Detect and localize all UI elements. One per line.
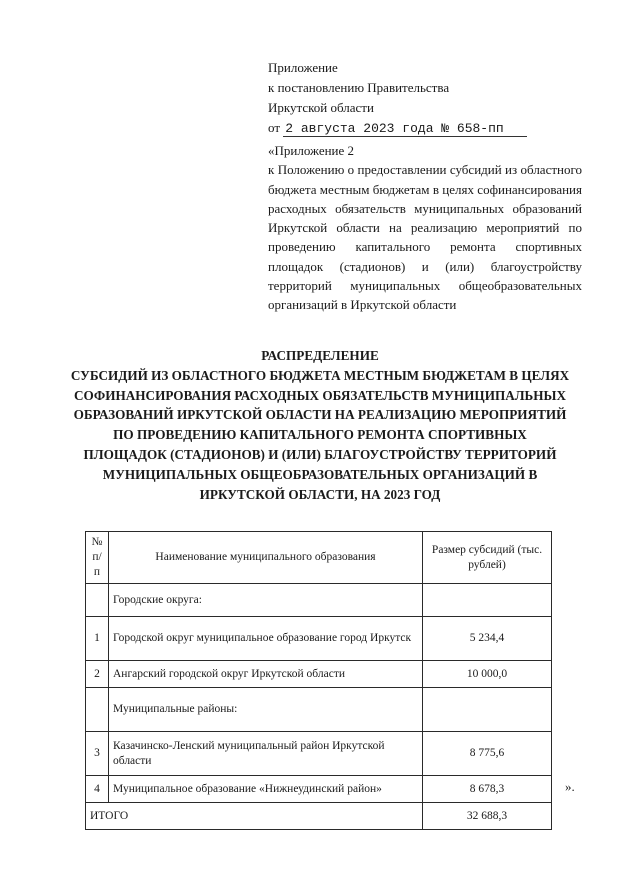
total-amount: 32 688,3 [423,803,552,830]
annex-reference [268,141,582,315]
title-subtitle: СУБСИДИЙ ИЗ ОБЛАСТНОГО БЮДЖЕТА МЕСТНЫМ БЮДЖЕТАМ В ЦЕЛЯХ СОФИНАНСИРОВАНИЯ РАСХОДНЫХ ОБЯЗАТЕЛЬСТВ МУНИЦИПАЛЬНЫХ ОБРАЗОВАНИЙ ИРКУТСКОЙ ОБЛАСТИ НА РЕАЛИЗАЦИЮ МЕРОПРИЯТИЙ ПО ПРОВЕДЕНИЮ КАПИТАЛЬНОГО РЕМОНТА СПОРТИВНЫХ ПЛОЩАДОК (СТАДИОНОВ) И (ИЛИ) БЛАГОУСТРОЙСТВУ ТЕРРИТОРИЙ МУНИЦИПАЛЬНЫХ ОБЩЕОБРАЗОВАТЕЛЬНЫХ ОРГАНИЗАЦИЙ В ИРКУТСКОЙ ОБЛАСТИ, НА 2023 ГОД [70,367,570,502]
row-number: 1 [86,617,109,661]
annex-title: «Приложение 2 [268,143,355,158]
row-name: Казачинско-Ленский муниципальный район Иркутской области [109,732,423,776]
row-amount: 8 678,3 [423,776,552,803]
group-cell-empty [423,584,552,617]
column-header-name: Наименование муниципального образования [109,532,423,584]
row-amount: 5 234,4 [423,617,552,661]
date-prefix: от [268,120,281,135]
group-cell-empty [423,688,552,732]
group-row-municipal-districts [86,688,552,732]
header-line-appendix: Приложение [268,60,338,75]
resolution-date-number: 2 августа 2023 года № 658-пп [283,121,527,137]
group-cell-empty [86,688,109,732]
column-header-number: № п/п [86,532,109,584]
document-header [268,58,588,138]
table-row [86,776,552,803]
table-row [86,732,552,776]
row-number: 3 [86,732,109,776]
table-row [86,617,552,661]
row-name: Муниципальное образование «Нижнеудинский район» [109,776,423,803]
row-amount: 10 000,0 [423,661,552,688]
group-cell-empty [86,584,109,617]
title-heading: РАСПРЕДЕЛЕНИЕ [261,348,379,363]
row-name: Ангарский городской округ Иркутской области [109,661,423,688]
total-label: ИТОГО [86,803,423,830]
column-header-amount: Размер субсидий (тыс. рублей) [423,532,552,584]
closing-quote-mark: ». [565,779,575,794]
table-row [86,661,552,688]
total-row [86,803,552,830]
row-number: 4 [86,776,109,803]
header-line-resolution: к постановлению Правительства [268,80,450,95]
row-number: 2 [86,661,109,688]
group-label-municipal-districts: Муниципальные районы: [109,688,423,732]
header-line-region: Иркутской области [268,100,374,115]
group-row-city-districts [86,584,552,617]
document-title [70,346,570,504]
group-label-city-districts: Городские округа: [109,584,423,617]
row-amount: 8 775,6 [423,732,552,776]
table-header-row [86,532,552,584]
subsidy-distribution-table [85,531,552,830]
annex-body: к Положению о предоставлении субсидий из областного бюджета местным бюджетам в целях софинансирования расходных обязательств муниципальных образований Иркутской области на реализацию мероприятий по проведению капитального ремонта спортивных площадок (стадионов) и (или) благоустройству территорий муниципальных общеобразовательных организаций в Иркутской области [268,162,582,313]
row-name: Городской округ муниципальное образование город Иркутск [109,617,423,661]
header-date-line [268,118,588,138]
